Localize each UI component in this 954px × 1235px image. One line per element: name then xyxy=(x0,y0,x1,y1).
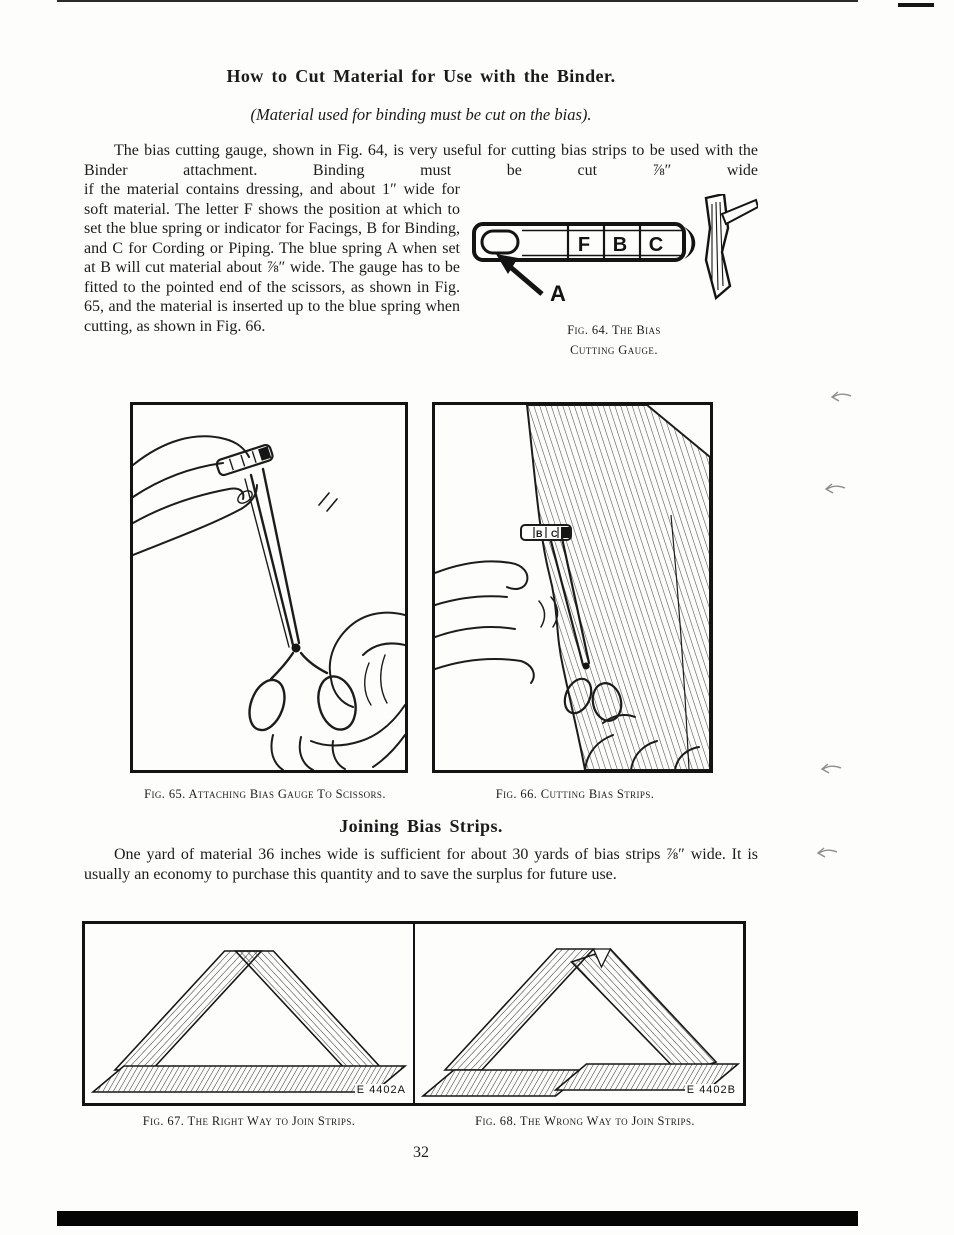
mini-bias-gauge xyxy=(521,525,571,540)
top-right-tick xyxy=(898,3,934,7)
figure-64-caption-line1: Fig. 64. The Bias xyxy=(567,323,661,337)
scissors-blade-tip xyxy=(722,200,758,224)
figure-66-frame xyxy=(432,402,713,773)
gauge-letter-a: A xyxy=(550,281,566,306)
joining-figure-frame xyxy=(82,921,746,1106)
scissors xyxy=(243,469,361,735)
figure-68-drawing xyxy=(415,924,743,1103)
pointing-hand xyxy=(435,561,558,683)
plate-label-68: E 4402B xyxy=(686,1084,736,1096)
figure-68-panel xyxy=(415,924,743,1103)
section1-subtitle: (Material used for binding must be cut on the bias). xyxy=(250,105,592,124)
mini-gauge-label: B C xyxy=(536,529,561,539)
figure-67-panel xyxy=(85,924,415,1103)
gauge-spring-loop xyxy=(482,231,518,253)
top-rule xyxy=(57,0,858,2)
pointer-arrow xyxy=(508,265,542,294)
section2-title: Joining Bias Strips. xyxy=(339,816,503,836)
intro-paragraph-lead: The bias cutting gauge, shown in Fig. 64, is very useful for cutting bias strips to be used with the Binder attachment. Binding must be cut ⅞″ wide xyxy=(84,142,758,179)
gauge-letter-c: C xyxy=(648,234,664,256)
gauge-letter-f: F xyxy=(577,234,591,256)
figure-67-drawing xyxy=(85,924,413,1103)
figure-67-caption: Fig. 67. The Right Way to Join Strips. xyxy=(142,1114,356,1128)
intro-paragraph xyxy=(84,141,758,360)
figure-66-drawing xyxy=(435,405,710,770)
mini-bias-gauge xyxy=(216,444,274,477)
pencil-mark-4 xyxy=(816,845,838,859)
left-strip xyxy=(115,951,262,1070)
figure-68-caption: Fig. 68. The Wrong Way to Join Strips. xyxy=(475,1114,695,1128)
intro-wrap-row xyxy=(84,180,758,360)
bottom-bar xyxy=(57,1211,858,1226)
gauge-letter-b: B xyxy=(612,234,628,256)
figure-64-caption xyxy=(470,320,758,360)
pencil-mark-1 xyxy=(830,389,852,403)
right-strip xyxy=(572,949,717,1074)
intro-paragraph-wrap: if the material contains dressing, and about 1″ wide for soft material. The letter F shows the position at which to set the blue spring or indicator for Facings, B for Binding, and C for Cording or Piping. The blue spring A when set at B will cut material about ⅞″ wide. The gauge has to be fitted to the pointed end of the scissors, as shown in Fig. 65, and the material is inserted up to the blue spring when cutting, as shown in Fig. 66. xyxy=(84,181,460,335)
right-strip xyxy=(236,951,383,1069)
section2-paragraph: One yard of material 36 inches wide is sufficient for about 30 yards of bias strips ⅞″ wide. It is usually an economy to purchase this quantity and to save the surplus for future use. xyxy=(84,846,758,883)
figure-65-caption: Fig. 65. Attaching Bias Gauge To Scissors. xyxy=(144,787,386,801)
figure-64-caption-line2: Cutting Gauge. xyxy=(570,343,658,357)
page-number: 32 xyxy=(413,1144,429,1161)
bias-gauge-drawing xyxy=(470,194,758,306)
figure-65-drawing xyxy=(133,405,405,770)
pencil-mark-3 xyxy=(820,761,842,775)
pencil-mark-2 xyxy=(824,481,846,495)
figure-64 xyxy=(470,180,758,360)
plate-label-67: E 4402A xyxy=(356,1084,406,1096)
figure-65-frame xyxy=(130,402,408,773)
figure-66-caption: Fig. 66. Cutting Bias Strips. xyxy=(495,787,655,801)
left-strip xyxy=(445,949,594,1070)
section1-title: How to Cut Material for Use with the Binder. xyxy=(226,66,616,86)
